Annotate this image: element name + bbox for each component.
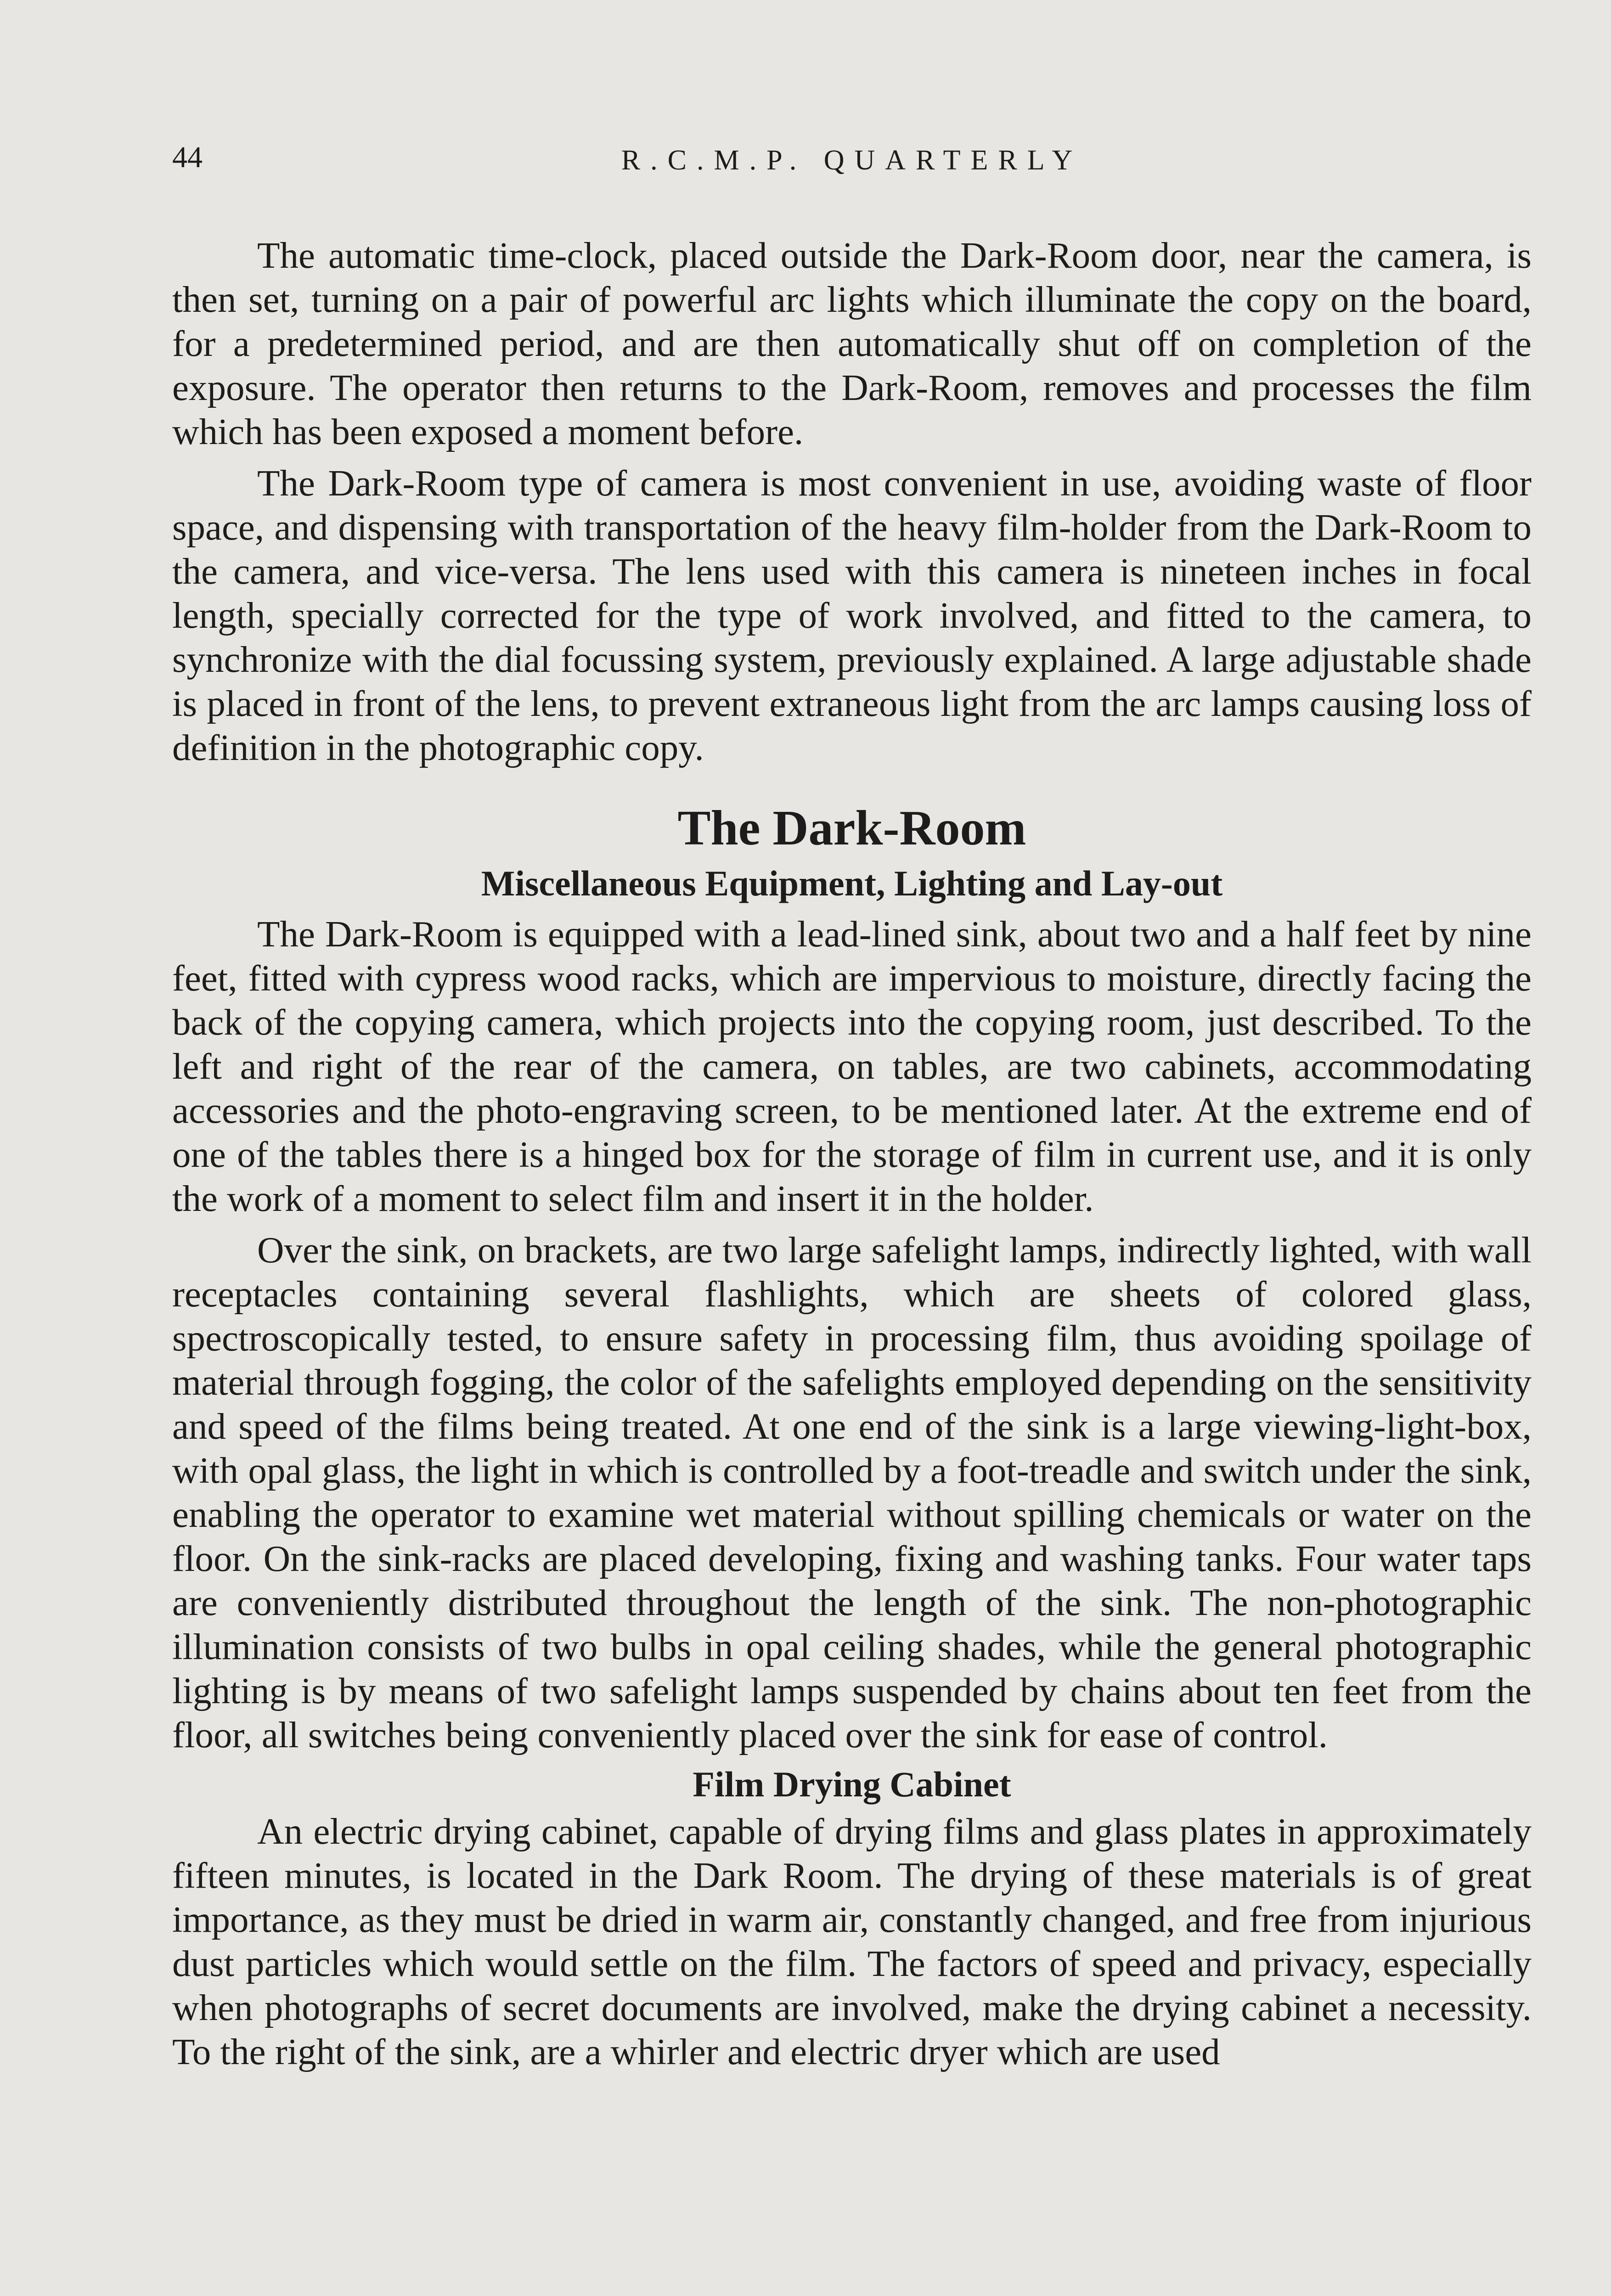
body-paragraph: Over the sink, on brackets, are two large safelight lamps, indirectly lighted, with wall receptacles containing several flashlights, which are sheets of colored glass, spectroscopically tested, to ensure safety in processing film, thus avoiding spoilage of material through fogging, the color of the safelights employed depending on the sensitivity and speed of the films being treated. At one end of the sink is a large viewing-light-box, with opal glass, the light in which is controlled by a foot-treadle and switch under the sink, enabling the operator to examine wet material without spilling chemicals or water on the floor. On the sink-racks are placed developing, fixing and washing tanks. Four water taps are conveniently distributed throughout the length of the sink. The non-photographic illumination consists of two bulbs in opal ceiling shades, while the general photographic lighting is by means of two safelight lamps suspended by chains about ten feet from the floor, all switches being conveniently placed over the sink for ease of control. [172, 1229, 1532, 1756]
section-subheading: Miscellaneous Equipment, Lighting and Lay-out [481, 863, 1223, 903]
body-paragraph: The automatic time-clock, placed outside the Dark-Room door, near the camera, is then set, turning on a pair of powerful arc lights which illuminate the copy on the board, for a predetermined period, and are then automatically shut off on completion of the exposure. The operator then returns to the Dark-Room, removes and processes the film which has been exposed a moment before. [172, 235, 1532, 452]
page-number: 44 [172, 141, 203, 174]
body-paragraph: An electric drying cabinet, capable of drying films and glass plates in approximately fifteen minutes, is located in the Dark Room. The drying of these materials is of great importance, as they must be dried in warm air, constantly changed, and free from injurious dust particles which would settle on the film. The factors of speed and privacy, especially when photographs of secret documents are involved, make the drying cabinet a necessity. To the right of the sink, are a whirler and electric dryer which are used [172, 1811, 1532, 2072]
article-body [172, 233, 1532, 2074]
subsection-heading: Film Drying Cabinet [693, 1764, 1011, 1804]
body-paragraph: The Dark-Room is equipped with a lead-lined sink, about two and a half feet by nine feet, fitted with cypress wood racks, which are impervious to moisture, directly facing the back of the copying camera, which projects into the copying room, just described. To the left and right of the rear of the camera, on tables, are two cabinets, accommodating accessories and the photo-engraving screen, to be mentioned later. At the extreme end of one of the tables there is a hinged box for the storage of film in current use, and it is only the work of a moment to select film and insert it in the holder. [172, 913, 1532, 1219]
body-paragraph: The Dark-Room type of camera is most convenient in use, avoiding waste of floor space, and dispensing with transportation of the heavy film-holder from the Dark-Room to the camera, and vice-versa. The lens used with this camera is nineteen inches in focal length, specially corrected for the type of work involved, and fitted to the camera, to synchronize with the dial focussing system, previously explained. A large adjustable shade is placed in front of the lens, to prevent extraneous light from the arc lamps causing loss of definition in the photographic copy. [172, 462, 1532, 768]
journal-title: R.C.M.P. QUARTERLY [621, 145, 1083, 176]
section-heading: The Dark-Room [677, 801, 1026, 855]
running-head [172, 142, 1532, 193]
